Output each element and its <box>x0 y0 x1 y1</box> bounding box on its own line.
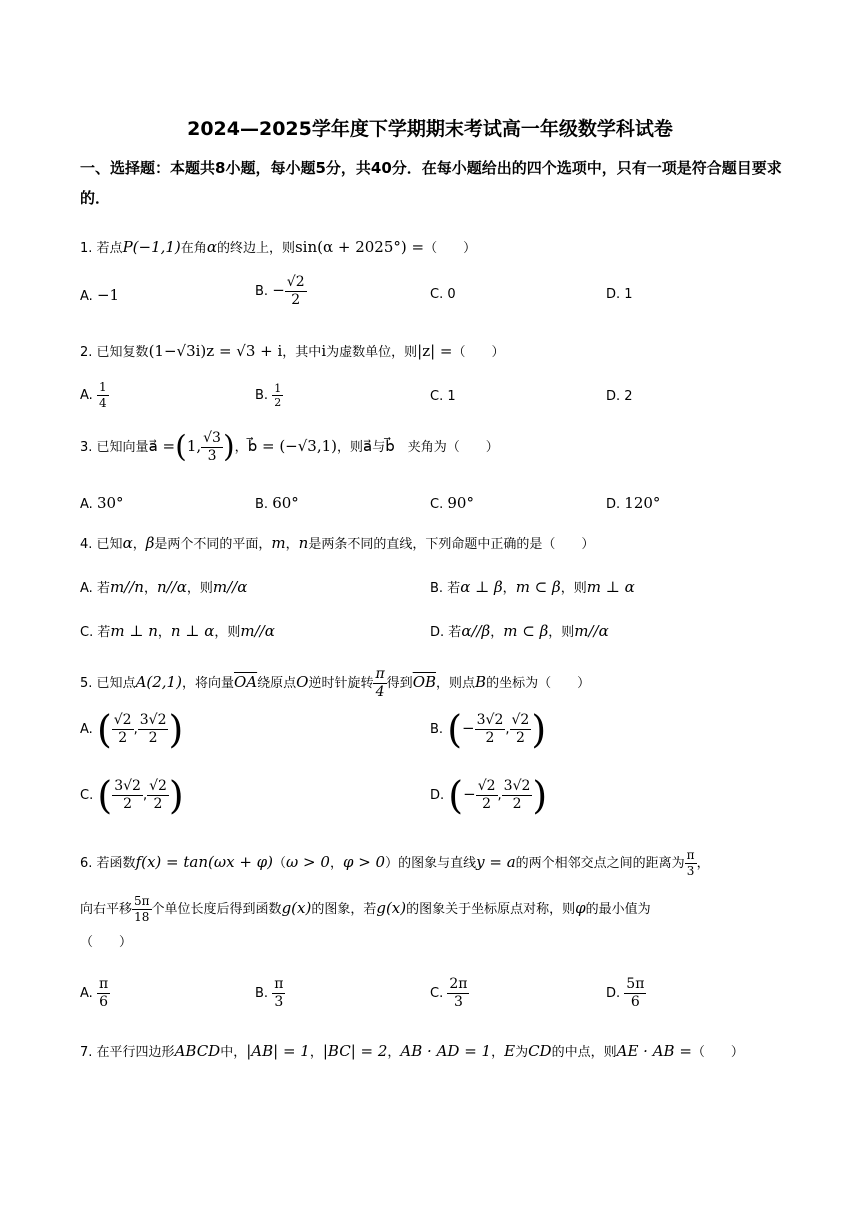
q5-option-d[interactable]: D. (− $\frac{√2}{2}$ , $\frac{3√2}{2}$ ) <box>430 773 548 818</box>
q1-option-a[interactable]: A. −1 <box>80 286 120 304</box>
q3-option-c[interactable]: C. 90° <box>430 494 474 512</box>
question-7: 7. 在平行四边形ABCD中，|AB| = 1，|BC| = 2，AB · AD = 1，E为CD的中点，则AE · AB =（ ） <box>80 1042 744 1060</box>
question-4: 4. 已知α，β是两个不同的平面，m，n是两条不同的直线，下列命题中正确的是（ ） <box>80 534 595 552</box>
q6-option-a[interactable]: A. $\frac{\pi}{6}$ <box>80 976 109 1010</box>
q6-option-d[interactable]: D. $\frac{5\pi}{6}$ <box>606 976 645 1010</box>
q5-option-c[interactable]: C. ( $\frac{3√2}{2}$ , $\frac{√2}{2}$ ) <box>80 773 184 818</box>
q4-option-b[interactable]: B. 若α ⊥ β，m ⊂ β，则m ⊥ α <box>430 578 635 596</box>
q2-option-d[interactable]: D. 2 <box>606 389 633 404</box>
q3-option-d[interactable]: D. 120° <box>606 494 661 512</box>
q3-option-b[interactable]: B. 60° <box>255 494 299 512</box>
q6-option-c[interactable]: C. $\frac{2\pi}{3}$ <box>430 976 468 1010</box>
q1-option-d[interactable]: D. 1 <box>606 287 633 302</box>
q4-option-d[interactable]: D. 若α//β，m ⊂ β，则m//α <box>430 622 609 640</box>
q5-option-a[interactable]: A. ( $\frac{√2}{2}$ , $\frac{3√2}{2}$ ) <box>80 707 184 752</box>
question-2: 2. 已知复数(1−√3i)z = √3 + i，其中i为虚数单位，则|z| =（ ） <box>80 342 505 360</box>
question-6: 6. 若函数f(x) = tan(ωx + φ)（ω > 0，φ > 0）的图象与直线y = a的两个相邻交点之间的距离为 $\frac{\pi}{3}$ ， <box>80 848 710 878</box>
question-6-line-3: （ ） <box>80 935 133 950</box>
q2-option-c[interactable]: C. 1 <box>430 389 456 404</box>
exam-title: 2024—2025学年度下学期期末考试高一年级数学科试卷 <box>187 118 673 140</box>
q6-option-b[interactable]: B. $\frac{\pi}{3}$ <box>255 976 284 1010</box>
q2-option-b[interactable]: B. $\frac{1}{2}$ <box>255 382 282 409</box>
section-heading: 一、选择题：本题共8小题，每小题5分，共40分．在每小题给出的四个选项中，只有一项是符合题目要求的． <box>80 159 782 207</box>
question-1: 1. 若点P(−1,1)在角α的终边上，则sin(α + 2025°) =（ ） <box>80 238 477 256</box>
question-3: 3. 已知向量a⃗ =(1, $\frac{√3}{3}$ )，b⃗ = (−√3,1)，则a⃗与b⃗ 夹角为（ ） <box>80 429 499 465</box>
q2-option-a[interactable]: A. $\frac{1}{4}$ <box>80 380 107 410</box>
q1-option-b[interactable]: B. − $\frac{√2}{2}$ <box>255 274 305 308</box>
q3-option-a[interactable]: A. 30° <box>80 494 124 512</box>
question-6-line-2: 向右平移 $\frac{5\pi}{18}$ 个单位长度后得到函数g(x)的图象，若g(x)的图象关于坐标原点对称，则φ的最小值为 <box>80 894 651 924</box>
q4-option-a[interactable]: A. 若m//n，n//α，则m//α <box>80 578 248 596</box>
question-5: 5. 已知点A(2,1)，将向量$\overline{OA}$绕原点O逆时针旋转 $\frac{\pi}{4}$ 得到$\overline{OB}$，则点B的坐标为（ ） <box>80 666 591 700</box>
q1-option-c[interactable]: C. 0 <box>430 287 456 302</box>
q5-option-b[interactable]: B. (− $\frac{3√2}{2}$ , $\frac{√2}{2}$ ) <box>430 707 547 752</box>
q4-option-c[interactable]: C. 若m ⊥ n，n ⊥ α，则m//α <box>80 622 275 640</box>
